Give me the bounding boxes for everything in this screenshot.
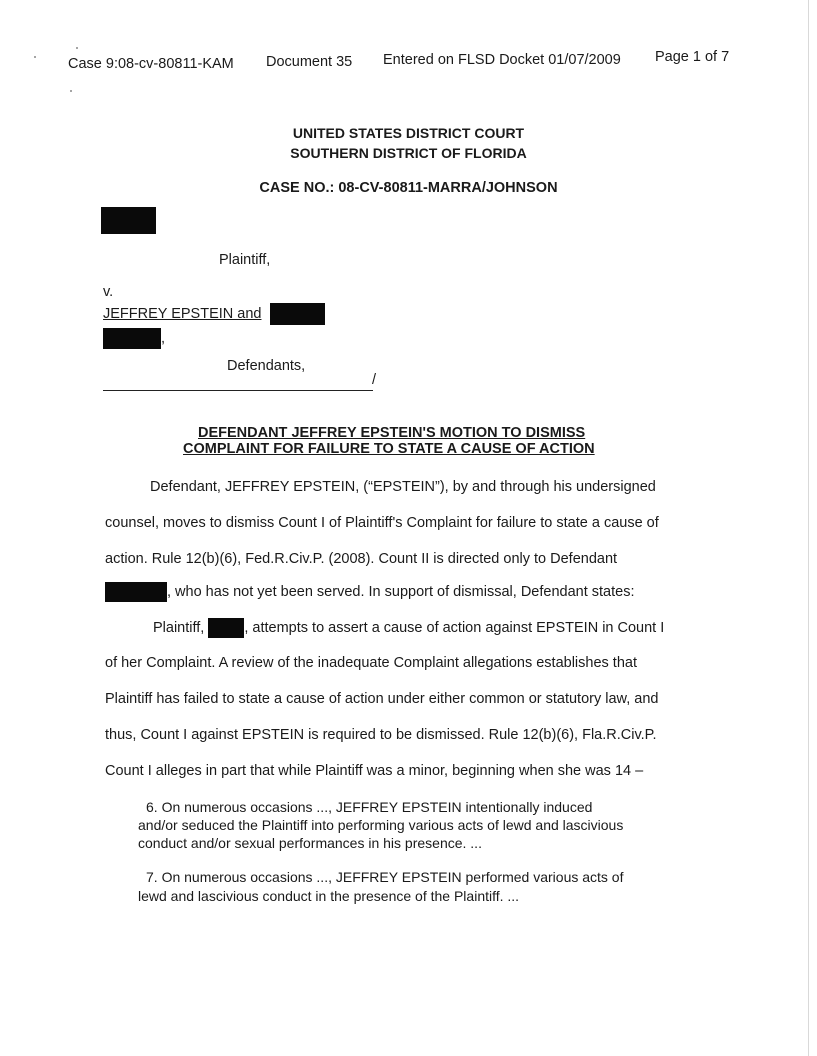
quote-line: 6. On numerous occasions ..., JEFFREY EPSTEIN intentionally induced [146,799,593,815]
body-line: Defendant, JEFFREY EPSTEIN, (“EPSTEIN”), by and through his undersigned [150,479,656,495]
header-document: Document 35 [266,54,353,70]
body-line: Plaintiff has failed to state a cause of action under either common or statutory law, and [105,691,659,707]
motion-title-line1: DEFENDANT JEFFREY EPSTEIN'S MOTION TO DISMISS [198,425,586,441]
body-line-text: Plaintiff, [153,619,205,636]
quote-line: lewd and lascivious conduct in the presence of the Plaintiff. ... [138,888,520,904]
trailing-comma: , [161,330,166,347]
defendants-label: Defendants, [227,358,306,374]
motion-title-line2: COMPLAINT FOR FAILURE TO STATE A CAUSE OF ACTION [183,441,595,457]
redacted-plaintiff-name [101,207,156,234]
body-line: of her Complaint. A review of the inadequate Complaint allegations establishes that [105,655,637,671]
header-entered: Entered on FLSD Docket 01/07/2009 [383,52,621,68]
body-line: thus, Count I against EPSTEIN is required to be dismissed. Rule 12(b)(6), Fla.R.Civ.P. [105,727,657,743]
body-line-text: , who has not yet been served. In support of dismissal, Defendant states: [167,583,635,600]
quote-line: 7. On numerous occasions ..., JEFFREY EPSTEIN performed various acts of [146,869,624,885]
header-case-id: Case 9:08-cv-80811-KAM [68,56,234,72]
body-line-with-redaction [153,618,664,638]
plaintiff-label: Plaintiff, [219,252,271,268]
header-page: Page 1 of 7 [655,49,730,65]
scan-speck [34,56,36,58]
body-line-with-redaction [105,582,634,602]
redaction-block [101,207,156,234]
redaction-block [208,618,244,638]
body-line: counsel, moves to dismiss Count I of Plaintiff's Complaint for failure to state a cause of [105,515,659,531]
scan-speck [76,47,78,49]
defendant-name: JEFFREY EPSTEIN and [103,305,262,322]
redaction-block [270,303,325,325]
quote-line: conduct and/or sexual performances in his presence. ... [138,835,482,851]
defendant-line [103,303,325,325]
redaction-block [103,328,161,349]
case-number: CASE NO.: 08-CV-80811-MARRA/JOHNSON [259,180,558,196]
versus-label: v. [103,284,114,300]
redaction-block [105,582,167,602]
redacted-codefendant [103,328,165,349]
quote-line: and/or seduced the Plaintiff into performing various acts of lewd and lascivious [138,817,624,833]
court-district: SOUTHERN DISTRICT OF FLORIDA [290,145,527,161]
court-name: UNITED STATES DISTRICT COURT [292,125,525,141]
caption-rule [103,390,373,391]
body-line-text: , attempts to assert a cause of action against EPSTEIN in Count I [244,619,665,636]
scan-speck [70,90,72,92]
body-line: action. Rule 12(b)(6), Fed.R.Civ.P. (2008). Count II is directed only to Defendant [105,551,618,567]
body-line: Count I alleges in part that while Plaintiff was a minor, beginning when she was 14 – [105,763,644,779]
caption-slash: / [372,372,377,388]
